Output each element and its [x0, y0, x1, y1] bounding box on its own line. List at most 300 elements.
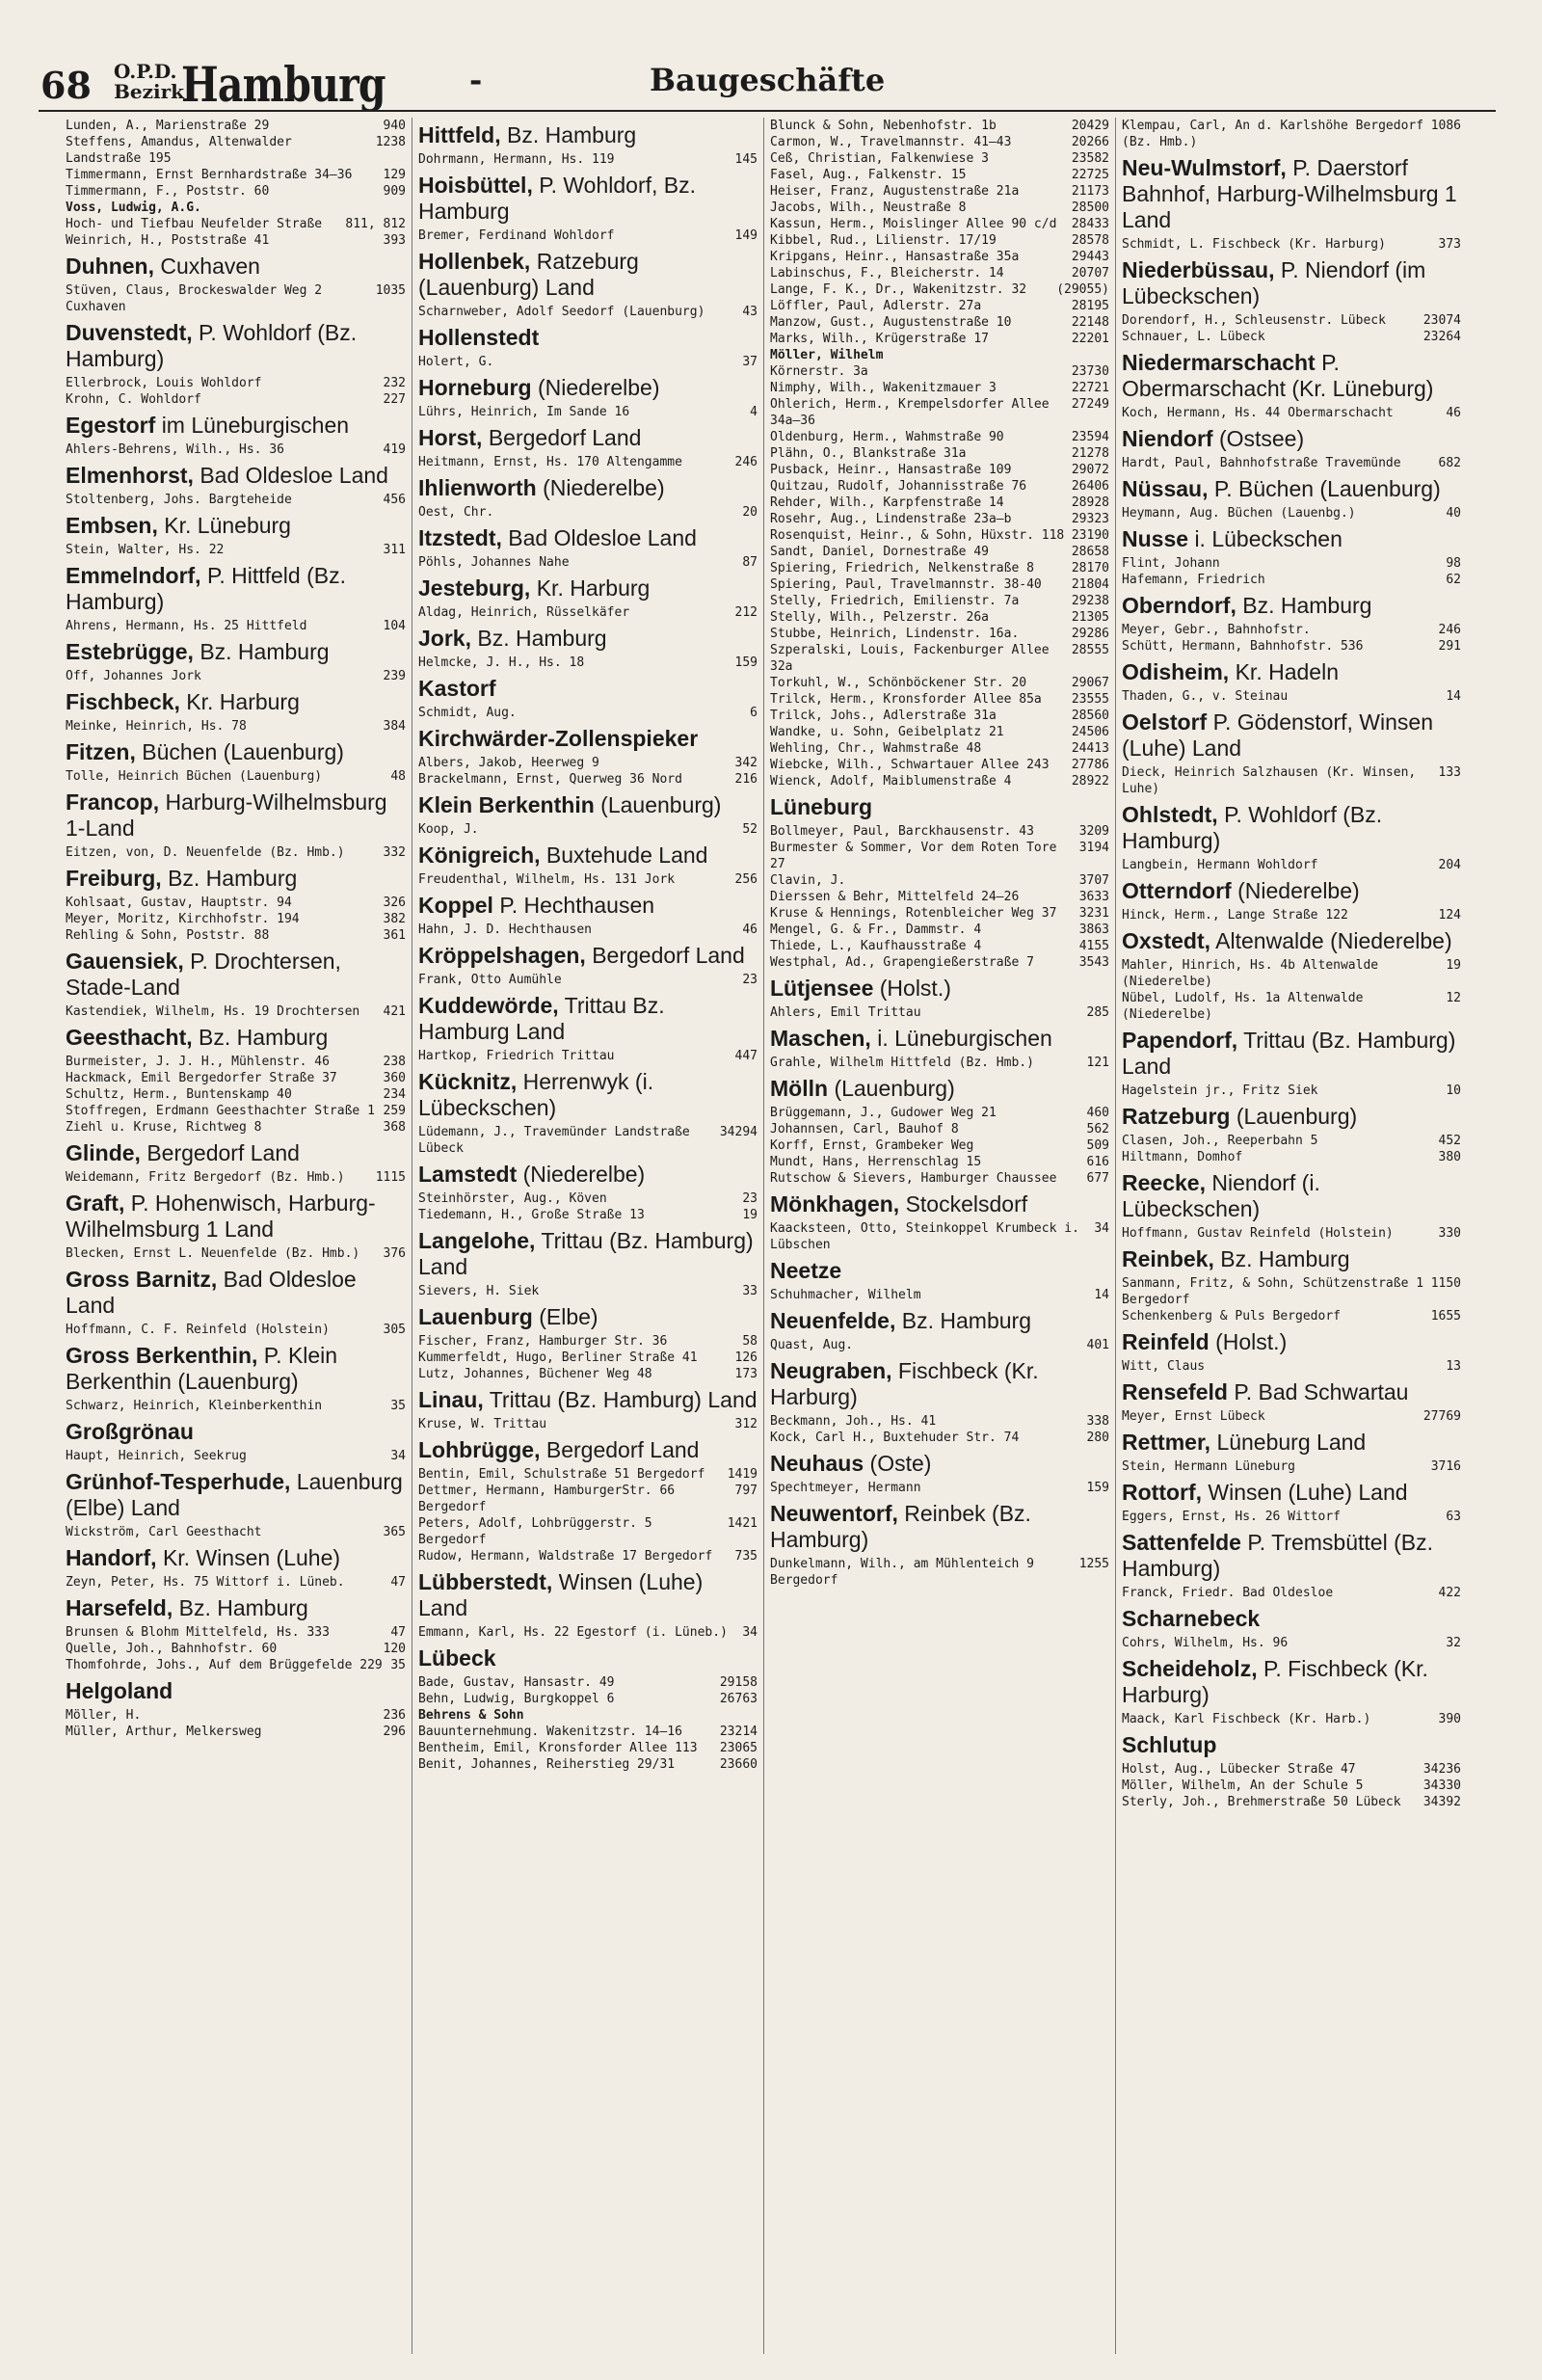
entry-name: Rutschow & Sievers, Hamburger Chaussee [770, 1171, 1057, 1186]
place-name: Neuwentorf, [770, 1501, 898, 1526]
entry-phone: 23074 [1422, 313, 1461, 328]
directory-entry [418, 1707, 758, 1724]
place-name: Niendorf [1122, 426, 1213, 451]
column-2 [412, 118, 763, 2354]
place-name: Langelohe, [418, 1228, 536, 1253]
entry-phone: 330 [1438, 1226, 1461, 1241]
place-heading [66, 1190, 406, 1243]
place-name: Hoisbüttel, [418, 173, 533, 198]
entry-phone: 311 [383, 543, 406, 557]
place-heading [1122, 350, 1461, 402]
place-heading [66, 1419, 406, 1445]
entry-phone: (29055) [1056, 282, 1109, 297]
entry-name: Hafemann, Friedrich [1122, 573, 1265, 587]
place-detail: Bz. Hamburg [507, 122, 637, 147]
directory-entry [418, 227, 758, 244]
entry-name: Lutz, Johannes, Büchener Weg 48 [418, 1367, 652, 1381]
place-name: Helgoland [66, 1678, 173, 1703]
place-heading [418, 1569, 758, 1621]
place-name: Lohbrügge, [418, 1437, 541, 1462]
directory-entry [770, 167, 1109, 183]
place-name: Hollenstedt [418, 325, 540, 350]
place-name: Mölln [770, 1076, 829, 1101]
place-name: Odisheim, [1122, 659, 1230, 684]
directory-entry [66, 232, 406, 249]
place-name: Neu-Wulmstorf, [1122, 155, 1287, 180]
entry-name: Spiering, Paul, Travelmannstr. 38-40 [770, 577, 1042, 592]
place-detail: (Lauenburg) [834, 1076, 955, 1101]
directory-entry [1122, 1458, 1461, 1475]
place-detail: (Lauenburg) [600, 792, 722, 817]
entry-phone: 126 [734, 1350, 758, 1365]
place-name: Mönkhagen, [770, 1191, 900, 1217]
entry-phone: 376 [383, 1246, 406, 1261]
entry-phone: 1419 [727, 1467, 758, 1482]
entry-name: Stein, Hermann Lüneburg [1122, 1459, 1296, 1474]
entry-phone: 43 [742, 305, 758, 319]
entry-phone: 28928 [1071, 495, 1109, 510]
entry-name: Aldag, Heinrich, Rüsselkäfer [418, 605, 630, 620]
place-heading [418, 726, 758, 752]
entry-name: Rehling & Sohn, Poststr. 88 [66, 928, 270, 943]
entry-phone: 133 [1438, 765, 1461, 780]
place-name: Rottorf, [1122, 1480, 1203, 1505]
entry-phone: 26406 [1071, 479, 1109, 494]
place-detail: Büchen (Lauenburg) [142, 739, 344, 764]
entry-phone: 87 [742, 555, 758, 570]
place-heading [418, 475, 758, 501]
entry-phone: 20707 [1071, 266, 1109, 281]
entry-name: Ellerbrock, Louis Wohldorf [66, 376, 262, 390]
entry-name: Stein, Walter, Hs. 22 [66, 543, 225, 557]
directory-entry [66, 118, 406, 134]
place-detail: Kr. Harburg [186, 689, 300, 714]
directory-entry [66, 183, 406, 200]
entry-name: Koch, Hermann, Hs. 44 Obermarschacht [1122, 406, 1394, 420]
place-name: Glinde, [66, 1140, 141, 1165]
directory-entry [418, 1674, 758, 1691]
place-heading [1122, 878, 1461, 904]
directory-entry [66, 718, 406, 735]
place-name: Jork, [418, 626, 471, 651]
place-name: Jesteburg, [418, 575, 531, 601]
entry-phone: 14 [1446, 689, 1461, 704]
place-name: Ihlienworth [418, 475, 537, 500]
entry-name: Dettmer, Hermann, HamburgerStr. 66 Bergedorf [418, 1484, 682, 1514]
place-heading [418, 993, 758, 1045]
directory-entry [1122, 1133, 1461, 1149]
entry-name: Hartkop, Friedrich Trittau [418, 1049, 615, 1063]
entry-name: Mundt, Hans, Herrenschlag 15 [770, 1155, 982, 1169]
place-heading [770, 1191, 1109, 1217]
directory-entry [1122, 688, 1461, 705]
entry-phone: 234 [383, 1087, 406, 1102]
entry-name: Mengel, G. & Fr., Dammstr. 4 [770, 923, 982, 937]
place-heading [770, 1501, 1109, 1553]
place-heading [1122, 257, 1461, 309]
place-name: Sattenfelde [1122, 1530, 1241, 1555]
entry-phone: 28170 [1071, 561, 1109, 575]
entry-phone: 28195 [1071, 299, 1109, 313]
directory-entry [418, 1366, 758, 1382]
place-detail: P. Klein Berkenthin (Lauenburg) [66, 1343, 338, 1394]
entry-name: Rehder, Wilh., Karpfenstraße 14 [770, 495, 1004, 510]
directory-entry [66, 895, 406, 911]
directory-entry [418, 404, 758, 420]
place-name: Reecke, [1122, 1170, 1206, 1195]
entry-name: Kaacksteen, Otto, Steinkoppel Krumbeck i. Lübschen [770, 1221, 1087, 1252]
entry-name: Cohrs, Wilhelm, Hs. 96 [1122, 1636, 1289, 1650]
place-heading [66, 1343, 406, 1395]
directory-entry [1122, 1778, 1461, 1794]
place-heading [1122, 1530, 1461, 1582]
place-detail: (Oste) [869, 1451, 932, 1476]
entry-name: Behrens & Sohn [418, 1708, 524, 1723]
directory-entry [770, 281, 1109, 298]
directory-entry [770, 576, 1109, 593]
entry-phone: 3633 [1078, 890, 1109, 904]
entry-phone: 401 [1086, 1338, 1109, 1352]
entry-name: Pöhls, Johannes Nahe [418, 555, 570, 570]
place-heading [418, 676, 758, 702]
entry-phone: 23190 [1071, 528, 1109, 543]
entry-name: Fischer, Franz, Hamburger Str. 36 [418, 1334, 668, 1349]
directory-entry [418, 972, 758, 988]
entry-phone: 256 [734, 872, 758, 887]
entry-name: Timmermann, Ernst Bernhardstraße 34—36 [66, 168, 353, 182]
entry-phone: 121 [1086, 1056, 1109, 1070]
directory-entry [770, 1004, 1109, 1021]
entry-phone: 326 [383, 896, 406, 910]
entry-phone: 98 [1446, 556, 1461, 571]
directory-entry [66, 1624, 406, 1641]
directory-entry [770, 314, 1109, 331]
place-heading [418, 943, 758, 969]
entry-phone: 811, 812 [345, 217, 406, 231]
directory-entry [770, 478, 1109, 495]
place-detail: Trittau (Bz. Hamburg) Land [1122, 1028, 1456, 1079]
place-detail: P. Hittfeld (Bz. Hamburg) [66, 563, 346, 614]
place-heading [418, 575, 758, 602]
entry-phone: 34294 [719, 1125, 758, 1139]
directory-entry [418, 504, 758, 521]
place-detail: Kr. Lüneburg [164, 513, 291, 538]
entry-name: Maack, Karl Fischbeck (Kr. Harb.) [1122, 1712, 1371, 1726]
place-name: Fitzen, [66, 739, 136, 764]
entry-name: Haupt, Heinrich, Seekrug [66, 1449, 247, 1463]
entry-phone: 509 [1086, 1138, 1109, 1153]
entry-phone: 3543 [1078, 955, 1109, 970]
entry-name: Rosenquist, Heinr., & Sohn, Hüxstr. 118 [770, 528, 1065, 543]
place-name: Fischbeck, [66, 689, 180, 714]
directory-entry [418, 922, 758, 938]
directory-columns [60, 118, 1467, 2354]
directory-entry [418, 354, 758, 370]
entry-name: Körnerstr. 3a [770, 364, 868, 379]
entry-name: Wiebcke, Wilh., Schwartauer Allee 243 [770, 758, 1050, 772]
entry-name: Kock, Carl H., Buxtehuder Str. 74 [770, 1431, 1020, 1445]
place-detail: Bad Oldesloe Land [199, 463, 388, 488]
place-detail: P. Wohldorf (Bz. Hamburg) [1122, 802, 1383, 853]
entry-name: Weidemann, Fritz Bergedorf (Bz. Hmb.) [66, 1170, 345, 1185]
place-name: Lüneburg [770, 794, 873, 819]
entry-name: Dunkelmann, Wilh., am Mühlenteich 9 Bergedorf [770, 1557, 1042, 1588]
place-heading [770, 1026, 1109, 1052]
place-detail: Trittau (Bz. Hamburg) Land [489, 1387, 758, 1412]
entry-phone: 3863 [1078, 923, 1109, 937]
entry-name: Dieck, Heinrich Salzhausen (Kr. Winsen, Luhe) [1122, 765, 1424, 796]
entry-name: Trilck, Johs., Adlerstraße 31a [770, 709, 997, 723]
entry-name: Eitzen, von, D. Neuenfelde (Bz. Hmb.) [66, 845, 345, 860]
entry-phone: 421 [383, 1004, 406, 1019]
place-detail: (Niederelbe) [1237, 878, 1360, 903]
entry-name: Freudenthal, Wilhelm, Hs. 131 Jork [418, 872, 676, 887]
entry-name: Tolle, Heinrich Büchen (Lauenburg) [66, 769, 323, 784]
entry-name: Bentin, Emil, Schulstraße 51 Bergedorf [418, 1467, 705, 1482]
entry-phone: 238 [383, 1055, 406, 1069]
directory-entry [770, 380, 1109, 396]
entry-name: Quitzau, Rudolf, Johannisstraße 76 [770, 479, 1027, 494]
entry-name: Langbein, Hermann Wohldorf [1122, 858, 1318, 872]
directory-entry [770, 675, 1109, 691]
directory-entry [418, 1048, 758, 1064]
place-heading [66, 739, 406, 765]
entry-phone: 35 [390, 1399, 406, 1413]
entry-phone: 22148 [1071, 315, 1109, 330]
entry-name: Grahle, Wilhelm Hittfeld (Bz. Hmb.) [770, 1056, 1034, 1070]
entry-phone: 3231 [1078, 906, 1109, 921]
entry-name: Szperalski, Louis, Fackenburger Allee 32a [770, 643, 1057, 674]
place-name: Otterndorf [1122, 878, 1232, 903]
directory-entry [1122, 638, 1461, 655]
entry-phone: 21305 [1071, 610, 1109, 625]
place-name: Duvenstedt, [66, 320, 193, 345]
place-detail: Bz. Hamburg [1242, 593, 1372, 618]
entry-name: Clavin, J. [770, 873, 846, 888]
directory-entry [66, 911, 406, 927]
entry-name: Carmon, W., Travelmannstr. 41—43 [770, 135, 1012, 149]
entry-phone: 342 [734, 756, 758, 770]
entry-phone [1105, 347, 1109, 363]
directory-entry [418, 454, 758, 470]
entry-name: Scharnweber, Adolf Seedorf (Lauenburg) [418, 305, 705, 319]
place-heading [66, 1025, 406, 1051]
entry-name: Kruse & Hennings, Rotenbleicher Weg 37 [770, 906, 1057, 921]
directory-entry [418, 1724, 758, 1740]
entry-name: Möller, Wilhelm, An der Schule 5 [1122, 1778, 1364, 1793]
entry-phone: 28555 [1071, 643, 1109, 657]
entry-name: Helmcke, J. H., Hs. 18 [418, 655, 585, 670]
directory-entry [770, 905, 1109, 922]
entry-name: Brackelmann, Ernst, Querweg 36 Nord [418, 772, 682, 787]
directory-entry [418, 871, 758, 888]
place-heading [418, 249, 758, 301]
directory-entry [66, 167, 406, 183]
entry-name: Stoltenberg, Johs. Bargteheide [66, 493, 292, 507]
directory-entry [770, 265, 1109, 281]
directory-entry [418, 705, 758, 721]
place-detail: (Niederelbe) [522, 1162, 646, 1187]
directory-entry [770, 889, 1109, 905]
directory-entry [770, 511, 1109, 527]
place-name: Klein Berkenthin [418, 792, 595, 817]
directory-entry [770, 1055, 1109, 1071]
place-detail: (Ostsee) [1218, 426, 1305, 451]
place-heading [1122, 802, 1461, 854]
place-detail: Bz. Hamburg [901, 1308, 1031, 1333]
entry-phone: 32 [1446, 1636, 1461, 1650]
place-name: Geesthacht, [66, 1025, 193, 1050]
entry-phone: 1150 [1430, 1276, 1461, 1291]
entry-phone: 4155 [1078, 939, 1109, 953]
entry-name: Eggers, Ernst, Hs. 26 Wittorf [1122, 1510, 1341, 1524]
entry-name: Löffler, Paul, Adlerstr. 27a [770, 299, 982, 313]
entry-phone: 47 [390, 1575, 406, 1590]
directory-entry [66, 618, 406, 634]
entry-phone: 236 [383, 1708, 406, 1723]
entry-name: Hoffmann, C. F. Reinfeld (Holstein) [66, 1323, 330, 1337]
entry-phone: 280 [1086, 1431, 1109, 1445]
entry-phone: 21173 [1071, 184, 1109, 199]
directory-entry [418, 821, 758, 838]
place-detail: P. Niendorf (im Lübeckschen) [1122, 257, 1426, 308]
directory-entry [770, 1337, 1109, 1353]
entry-name: Holert, G. [418, 355, 494, 369]
entry-phone: 296 [383, 1725, 406, 1739]
entry-name: Lunden, A., Marienstraße 29 [66, 119, 270, 133]
entry-phone: 19 [1446, 958, 1461, 973]
directory-entry [770, 298, 1109, 314]
entry-name: Flint, Johann [1122, 556, 1220, 571]
place-heading [66, 1545, 406, 1571]
entry-phone: 29067 [1071, 676, 1109, 690]
place-detail: P. Obermarschacht (Kr. Lüneburg) [1122, 350, 1434, 401]
entry-name: Bremer, Ferdinand Wohldorf [418, 228, 615, 243]
entry-name: Quelle, Joh., Bahnhofstr. 60 [66, 1642, 278, 1656]
entry-name: Meyer, Moritz, Kirchhofstr. 194 [66, 912, 300, 926]
directory-entry [66, 1070, 406, 1086]
directory-entry [418, 1283, 758, 1299]
directory-entry [1122, 236, 1461, 253]
entry-phone: 27249 [1071, 397, 1109, 412]
entry-phone: 159 [734, 655, 758, 670]
entry-phone: 259 [383, 1104, 406, 1118]
place-detail: Bz. Hamburg [168, 866, 298, 891]
directory-entry [770, 708, 1109, 724]
directory-entry [1122, 572, 1461, 588]
entry-phone: 23594 [1071, 430, 1109, 444]
entry-phone: 28500 [1071, 201, 1109, 215]
directory-entry [770, 200, 1109, 216]
place-detail: Bad Oldesloe Land [508, 525, 697, 550]
entry-name: Lange, F. K., Dr., Wakenitzstr. 32 [770, 282, 1027, 297]
directory-entry [66, 542, 406, 558]
entry-name: Steffens, Amandus, Altenwalder Landstraße 195 [66, 135, 300, 166]
place-heading [418, 1304, 758, 1330]
entry-name: Tiedemann, H., Große Straße 13 [418, 1208, 645, 1222]
place-name: Freiburg, [66, 866, 162, 891]
entry-name: Sievers, H. Siek [418, 1284, 540, 1298]
entry-phone: 28433 [1071, 217, 1109, 231]
entry-name: Kripgans, Heinr., Hansastraße 35a [770, 250, 1020, 264]
directory-entry [770, 150, 1109, 167]
entry-name: Stelly, Friedrich, Emilienstr. 7a [770, 594, 1020, 608]
opd-abbrev: O.P.D. [114, 60, 177, 83]
place-heading [418, 1162, 758, 1188]
place-heading [66, 320, 406, 372]
entry-phone: 216 [734, 772, 758, 787]
directory-entry [66, 768, 406, 785]
place-detail: Reinbek (Bz. Hamburg) [770, 1501, 1031, 1552]
entry-name: Heitmann, Ernst, Hs. 170 Altengamme [418, 455, 682, 469]
place-heading [1122, 1732, 1461, 1758]
entry-name: Heymann, Aug. Büchen (Lauenbg.) [1122, 506, 1356, 521]
entry-phone: 361 [383, 928, 406, 943]
entry-phone: 291 [1438, 639, 1461, 654]
place-name: Kröppelshagen, [418, 943, 586, 968]
place-detail: Bergedorf Land [545, 1437, 700, 1462]
entry-phone: 1086 [1430, 119, 1461, 133]
place-heading [1122, 659, 1461, 685]
entry-name: Wandke, u. Sohn, Geibelplatz 21 [770, 725, 1004, 739]
directory-entry [1122, 1149, 1461, 1165]
entry-name: Franck, Friedr. Bad Oldesloe [1122, 1586, 1334, 1600]
directory-entry [770, 331, 1109, 347]
entry-phone: 419 [383, 442, 406, 457]
directory-entry [66, 1322, 406, 1338]
entry-phone: 120 [383, 1642, 406, 1656]
entry-phone: 35 [390, 1658, 406, 1672]
place-heading [1122, 1430, 1461, 1456]
place-name: Harsefeld, [66, 1595, 173, 1620]
directory-entry [770, 1121, 1109, 1137]
place-name: Hollenbek, [418, 249, 531, 274]
entry-phone: 34236 [1422, 1762, 1461, 1777]
place-name: Lauenburg [418, 1304, 533, 1329]
entry-name: Mahler, Hinrich, Hs. 4b Altenwalde (Niederelbe) [1122, 958, 1386, 989]
place-name: Itzstedt, [418, 525, 502, 550]
directory-entry [770, 462, 1109, 478]
entry-phone: 393 [383, 233, 406, 248]
directory-entry [770, 347, 1109, 363]
entry-phone: 40 [1446, 506, 1461, 521]
entry-phone: 27786 [1071, 758, 1109, 772]
entry-name: Manzow, Gust., Augustenstraße 10 [770, 315, 1012, 330]
directory-entry [66, 1574, 406, 1591]
place-heading [1122, 1606, 1461, 1632]
entry-name: Stoffregen, Erdmann Geesthachter Straße 1 [66, 1104, 375, 1118]
directory-entry [1122, 1408, 1461, 1425]
entry-phone: 23 [742, 973, 758, 987]
directory-entry [418, 151, 758, 168]
entry-phone: 373 [1438, 237, 1461, 252]
directory-entry [770, 626, 1109, 642]
entry-phone: 33 [742, 1284, 758, 1298]
directory-entry [770, 183, 1109, 200]
directory-entry [66, 1086, 406, 1103]
entry-phone: 562 [1086, 1122, 1109, 1137]
header-dash: - [469, 62, 483, 98]
directory-entry [1122, 857, 1461, 873]
entry-phone: 22725 [1071, 168, 1109, 182]
directory-entry [66, 1641, 406, 1657]
directory-entry [418, 1756, 758, 1773]
directory-entry [770, 118, 1109, 134]
place-name: Oelstorf [1122, 709, 1208, 735]
place-name: Hittfeld, [418, 122, 501, 147]
place-heading [66, 639, 406, 665]
entry-phone: 1255 [1078, 1557, 1109, 1571]
